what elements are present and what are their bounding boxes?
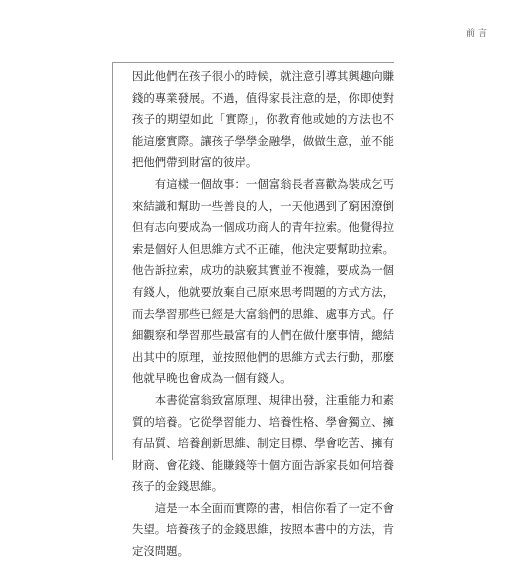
paragraph-2: 有這樣一個故事：一個富翁長者喜歡為裝成乞丐來結識和幫助一些善良的人，一天他遇到了窮困潦倒但有志向要成為一個成功商人的青年拉索。他覺得拉索是個好人但思維方式不正確，他決定要幫助拉索。他告訴拉索，成功的訣竅其實並不複雜，要成為一個有錢人，他就要放棄自己原來思考問題的方式方法，而去學習那些已經是大富翁們的思維、處事方式。仔細觀察和學習那些最富有的人們在做什麼事情，總結出其中的原理，並按照他們的思維方式去行動，那麼他就早晚也會成為一個有錢人。	[132, 176, 395, 386]
page-frame-left-rule	[112, 62, 113, 460]
paragraph-4: 這是一本全面而實際的書，相信你看了一定不會失望。培養孩子的金錢思維，按照本書中的方法，肯定沒問題。	[132, 500, 395, 559]
paragraph-3: 本書從富翁致富原理、規律出發，注重能力和素質的培養。它從學習能力、培養性格、學會獨立、擁有品質、培養創新思維、制定目標、學會吃苦、擁有財商、會花錢、能賺錢等十個方面告訴家長如何培養孩子的金錢思維。	[132, 392, 395, 494]
body-text	[132, 66, 394, 563]
running-header: 前言	[466, 29, 491, 39]
paragraph-1: 因此他們在孩子很小的時候，就注意引導其興趣向賺錢的專業發展。不過，值得家長注意的是，你即使對孩子的期望如此「實際」，你教育他或她的方法也不能這麼實際。讓孩子學學金融學，做做生意，並不能把他們帶到財富的彼岸。	[132, 69, 394, 170]
page-frame-top-rule	[112, 62, 394, 63]
